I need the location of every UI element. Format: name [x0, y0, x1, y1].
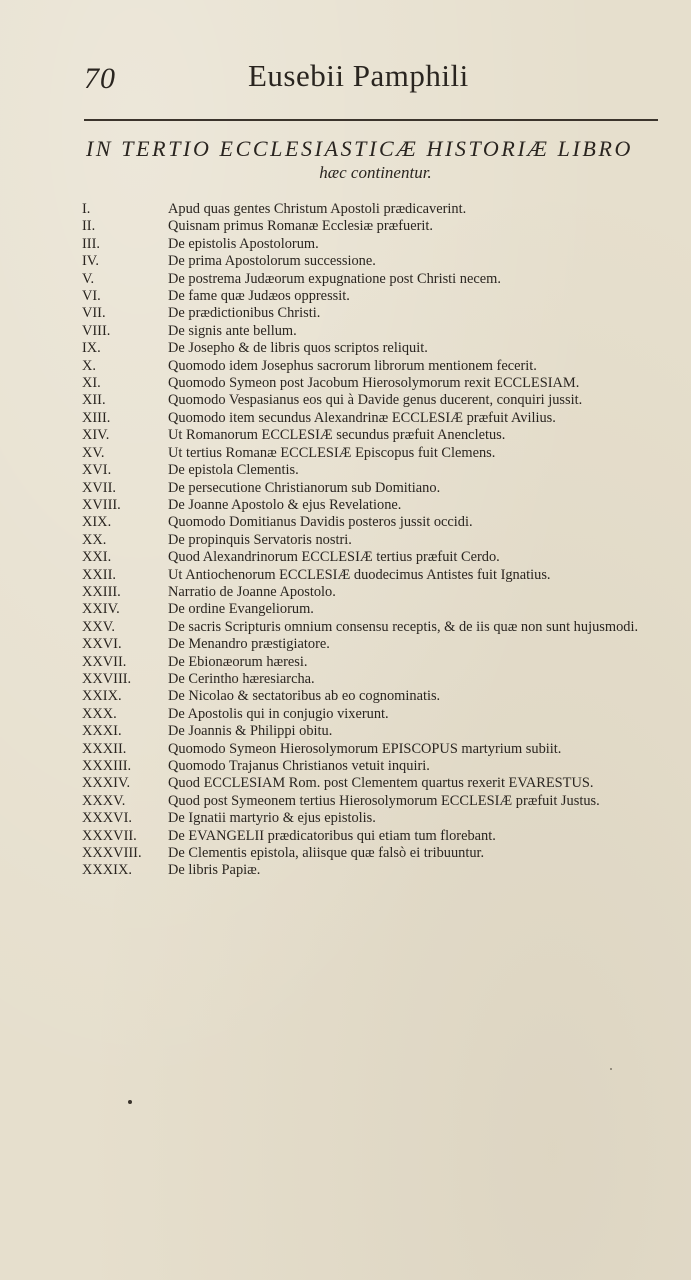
chapter-number: V.	[82, 270, 95, 287]
chapter-entry	[82, 723, 678, 740]
chapter-entry	[82, 323, 678, 340]
chapter-entry	[82, 201, 678, 218]
chapter-number: XXXVI.	[82, 810, 132, 827]
chapter-entry	[82, 236, 678, 253]
chapter-entry	[82, 480, 678, 497]
chapter-number: XXXVIII.	[82, 845, 142, 862]
chapter-title: Ut tertius Romanæ ECCLESIÆ Episcopus fuit Clemens.	[168, 444, 496, 461]
chapter-title: Quomodo item secundus Alexandrinæ ECCLESIÆ præfuit Avilius.	[168, 409, 556, 426]
chapter-entry	[82, 810, 678, 827]
chapter-number: XXIII.	[82, 583, 121, 600]
chapter-title: De Joanne Apostolo & ejus Revelatione.	[168, 496, 402, 513]
chapter-number: XIX.	[82, 514, 112, 531]
chapter-entry	[82, 288, 678, 305]
chapter-entry	[82, 584, 678, 601]
chapter-number: XXXVII.	[82, 827, 137, 844]
chapter-number: VII.	[82, 305, 106, 322]
chapter-entry	[82, 218, 678, 235]
chapter-entry	[82, 601, 678, 618]
chapter-entry	[82, 358, 678, 375]
chapter-entry	[82, 549, 678, 566]
chapter-title: De Nicolao & sectatoribus ab eo cognominatis.	[168, 688, 441, 705]
ink-speck	[610, 1068, 612, 1070]
chapter-title: De prædictionibus Christi.	[168, 305, 321, 322]
chapter-entry	[82, 271, 678, 288]
ink-speck	[128, 1100, 132, 1104]
chapter-entry	[82, 619, 678, 636]
chapter-entry	[82, 845, 678, 862]
chapter-number: IV.	[82, 253, 99, 270]
chapter-number: XXIX.	[82, 688, 122, 705]
chapter-title: De postrema Judæorum expugnatione post Christi necem.	[168, 270, 501, 287]
chapter-entry	[82, 775, 678, 792]
chapter-number: XIV.	[82, 427, 110, 444]
chapter-entry	[82, 497, 678, 514]
chapter-title: De epistola Clementis.	[168, 462, 299, 479]
chapter-number: VIII.	[82, 322, 111, 339]
chapter-title: De EVANGELII prædicatoribus qui etiam tum florebant.	[168, 827, 496, 844]
chapter-title: De Cerintho hæresiarcha.	[168, 670, 315, 687]
chapter-number: XI.	[82, 375, 101, 392]
chapter-title: Quomodo Domitianus Davidis posteros jussit occidi.	[168, 514, 473, 531]
chapter-entry	[82, 567, 678, 584]
chapter-entry	[82, 375, 678, 392]
chapter-entry	[82, 758, 678, 775]
chapter-title: Quomodo Symeon Hierosolymorum EPISCOPUS martyrium subiit.	[168, 740, 562, 757]
chapter-number: XXX.	[82, 705, 117, 722]
chapter-number: XXXI.	[82, 723, 122, 740]
chapter-title: Ut Romanorum ECCLESIÆ secundus præfuit Anencletus.	[168, 427, 506, 444]
chapter-number: XXI.	[82, 549, 112, 566]
header-rule	[84, 119, 658, 121]
chapter-title: De ordine Evangeliorum.	[168, 601, 314, 618]
page-number: 70	[84, 62, 116, 95]
chapter-entry	[82, 427, 678, 444]
chapter-title: Quomodo Trajanus Christianos vetuit inquiri.	[168, 758, 430, 774]
chapter-entry	[82, 340, 678, 357]
chapter-entry	[82, 688, 678, 705]
chapter-number: X.	[82, 357, 96, 374]
chapter-title: Quomodo Vespasianus eos qui à Davide genus ducerent, conquiri jussit.	[168, 392, 583, 409]
chapter-title: De sacris Scripturis omnium consensu receptis, & de iis quæ non sunt hujusmodi.	[168, 618, 639, 635]
chapter-title: De Ebionæorum hæresi.	[168, 653, 308, 670]
chapter-number: XII.	[82, 392, 106, 409]
chapter-title: Quod ECCLESIAM Rom. post Clementem quartus rexerit EVARESTUS.	[168, 775, 594, 792]
chapter-entry	[82, 706, 678, 723]
chapter-number: XXIV.	[82, 601, 120, 618]
chapter-title: De Ignatii martyrio & ejus epistolis.	[168, 810, 376, 827]
chapter-number: XX.	[82, 531, 107, 548]
chapter-number: XXXIII.	[82, 758, 132, 774]
chapter-title: De Josepho & de libris quos scriptos reliquit.	[168, 340, 428, 357]
chapter-entry	[82, 445, 678, 462]
chapter-entry	[82, 253, 678, 270]
chapter-title: De Apostolis qui in conjugio vixerunt.	[168, 705, 389, 722]
chapter-number: XVIII.	[82, 496, 121, 513]
chapter-number: XXVII.	[82, 653, 127, 670]
chapter-number: XXXII.	[82, 740, 127, 757]
chapter-title: De fame quæ Judæos oppressit.	[168, 288, 350, 305]
chapter-title: Apud quas gentes Christum Apostoli prædicaverint.	[168, 201, 467, 217]
chapter-entry	[82, 828, 678, 845]
chapter-number: XXXIV.	[82, 775, 131, 792]
chapter-entry	[82, 862, 678, 879]
chapter-entry	[82, 305, 678, 322]
chapter-title: De prima Apostolorum successione.	[168, 253, 376, 270]
chapter-number: XXII.	[82, 566, 116, 583]
chapter-number: IX.	[82, 340, 101, 357]
chapter-number: XXVIII.	[82, 670, 132, 687]
chapter-number: XXVI.	[82, 636, 122, 653]
chapter-title: De Clementis epistola, aliisque quæ falsò ei tribuuntur.	[168, 845, 485, 862]
chapter-entry	[82, 654, 678, 671]
chapter-entry	[82, 410, 678, 427]
chapter-number: III.	[82, 235, 100, 252]
chapter-entry	[82, 462, 678, 479]
chapter-entry	[82, 741, 678, 758]
chapter-title: De propinquis Servatoris nostri.	[168, 531, 352, 548]
chapter-entry	[82, 392, 678, 409]
chapter-title: Quod Alexandrinorum ECCLESIÆ tertius præfuit Cerdo.	[168, 549, 500, 566]
chapter-number: XXXV.	[82, 792, 126, 809]
chapter-entry	[82, 793, 678, 810]
chapter-title: Quisnam primus Romanæ Ecclesiæ præfuerit.	[168, 218, 433, 235]
chapter-entry	[82, 636, 678, 653]
chapter-number: XVII.	[82, 479, 116, 496]
chapter-title: Quomodo idem Josephus sacrorum librorum mentionem fecerit.	[168, 357, 537, 374]
section-title: IN TERTIO ECCLESIASTICÆ HISTORIÆ LIBRO	[86, 136, 633, 161]
chapter-entry	[82, 514, 678, 531]
chapter-list	[82, 201, 678, 880]
section-subtitle: hæc continentur.	[319, 163, 432, 182]
chapter-title: De epistolis Apostolorum.	[168, 235, 319, 252]
chapter-number: I.	[82, 201, 91, 217]
chapter-entry	[82, 671, 678, 688]
chapter-title: De signis ante bellum.	[168, 322, 297, 339]
chapter-title: Quomodo Symeon post Jacobum Hierosolymorum rexit ECCLESIAM.	[168, 375, 580, 392]
chapter-entry	[82, 532, 678, 549]
chapter-title: De persecutione Christianorum sub Domitiano.	[168, 479, 441, 496]
chapter-title: De Menandro præstigiatore.	[168, 636, 330, 653]
chapter-title: De libris Papiæ.	[168, 862, 261, 879]
chapter-number: II.	[82, 218, 96, 235]
chapter-title: De Joannis & Philippi obitu.	[168, 723, 333, 740]
chapter-number: XVI.	[82, 462, 112, 479]
chapter-number: XXXIX.	[82, 862, 132, 879]
chapter-number: XV.	[82, 444, 105, 461]
chapter-number: XXV.	[82, 618, 115, 635]
chapter-number: VI.	[82, 288, 101, 305]
running-title: Eusebii Pamphili	[248, 58, 469, 93]
chapter-title: Quod post Symeonem tertius Hierosolymorum ECCLESIÆ præfuit Justus.	[168, 792, 600, 809]
chapter-number: XIII.	[82, 409, 111, 426]
chapter-title: Ut Antiochenorum ECCLESIÆ duodecimus Antistes fuit Ignatius.	[168, 566, 551, 583]
chapter-title: Narratio de Joanne Apostolo.	[168, 583, 336, 600]
